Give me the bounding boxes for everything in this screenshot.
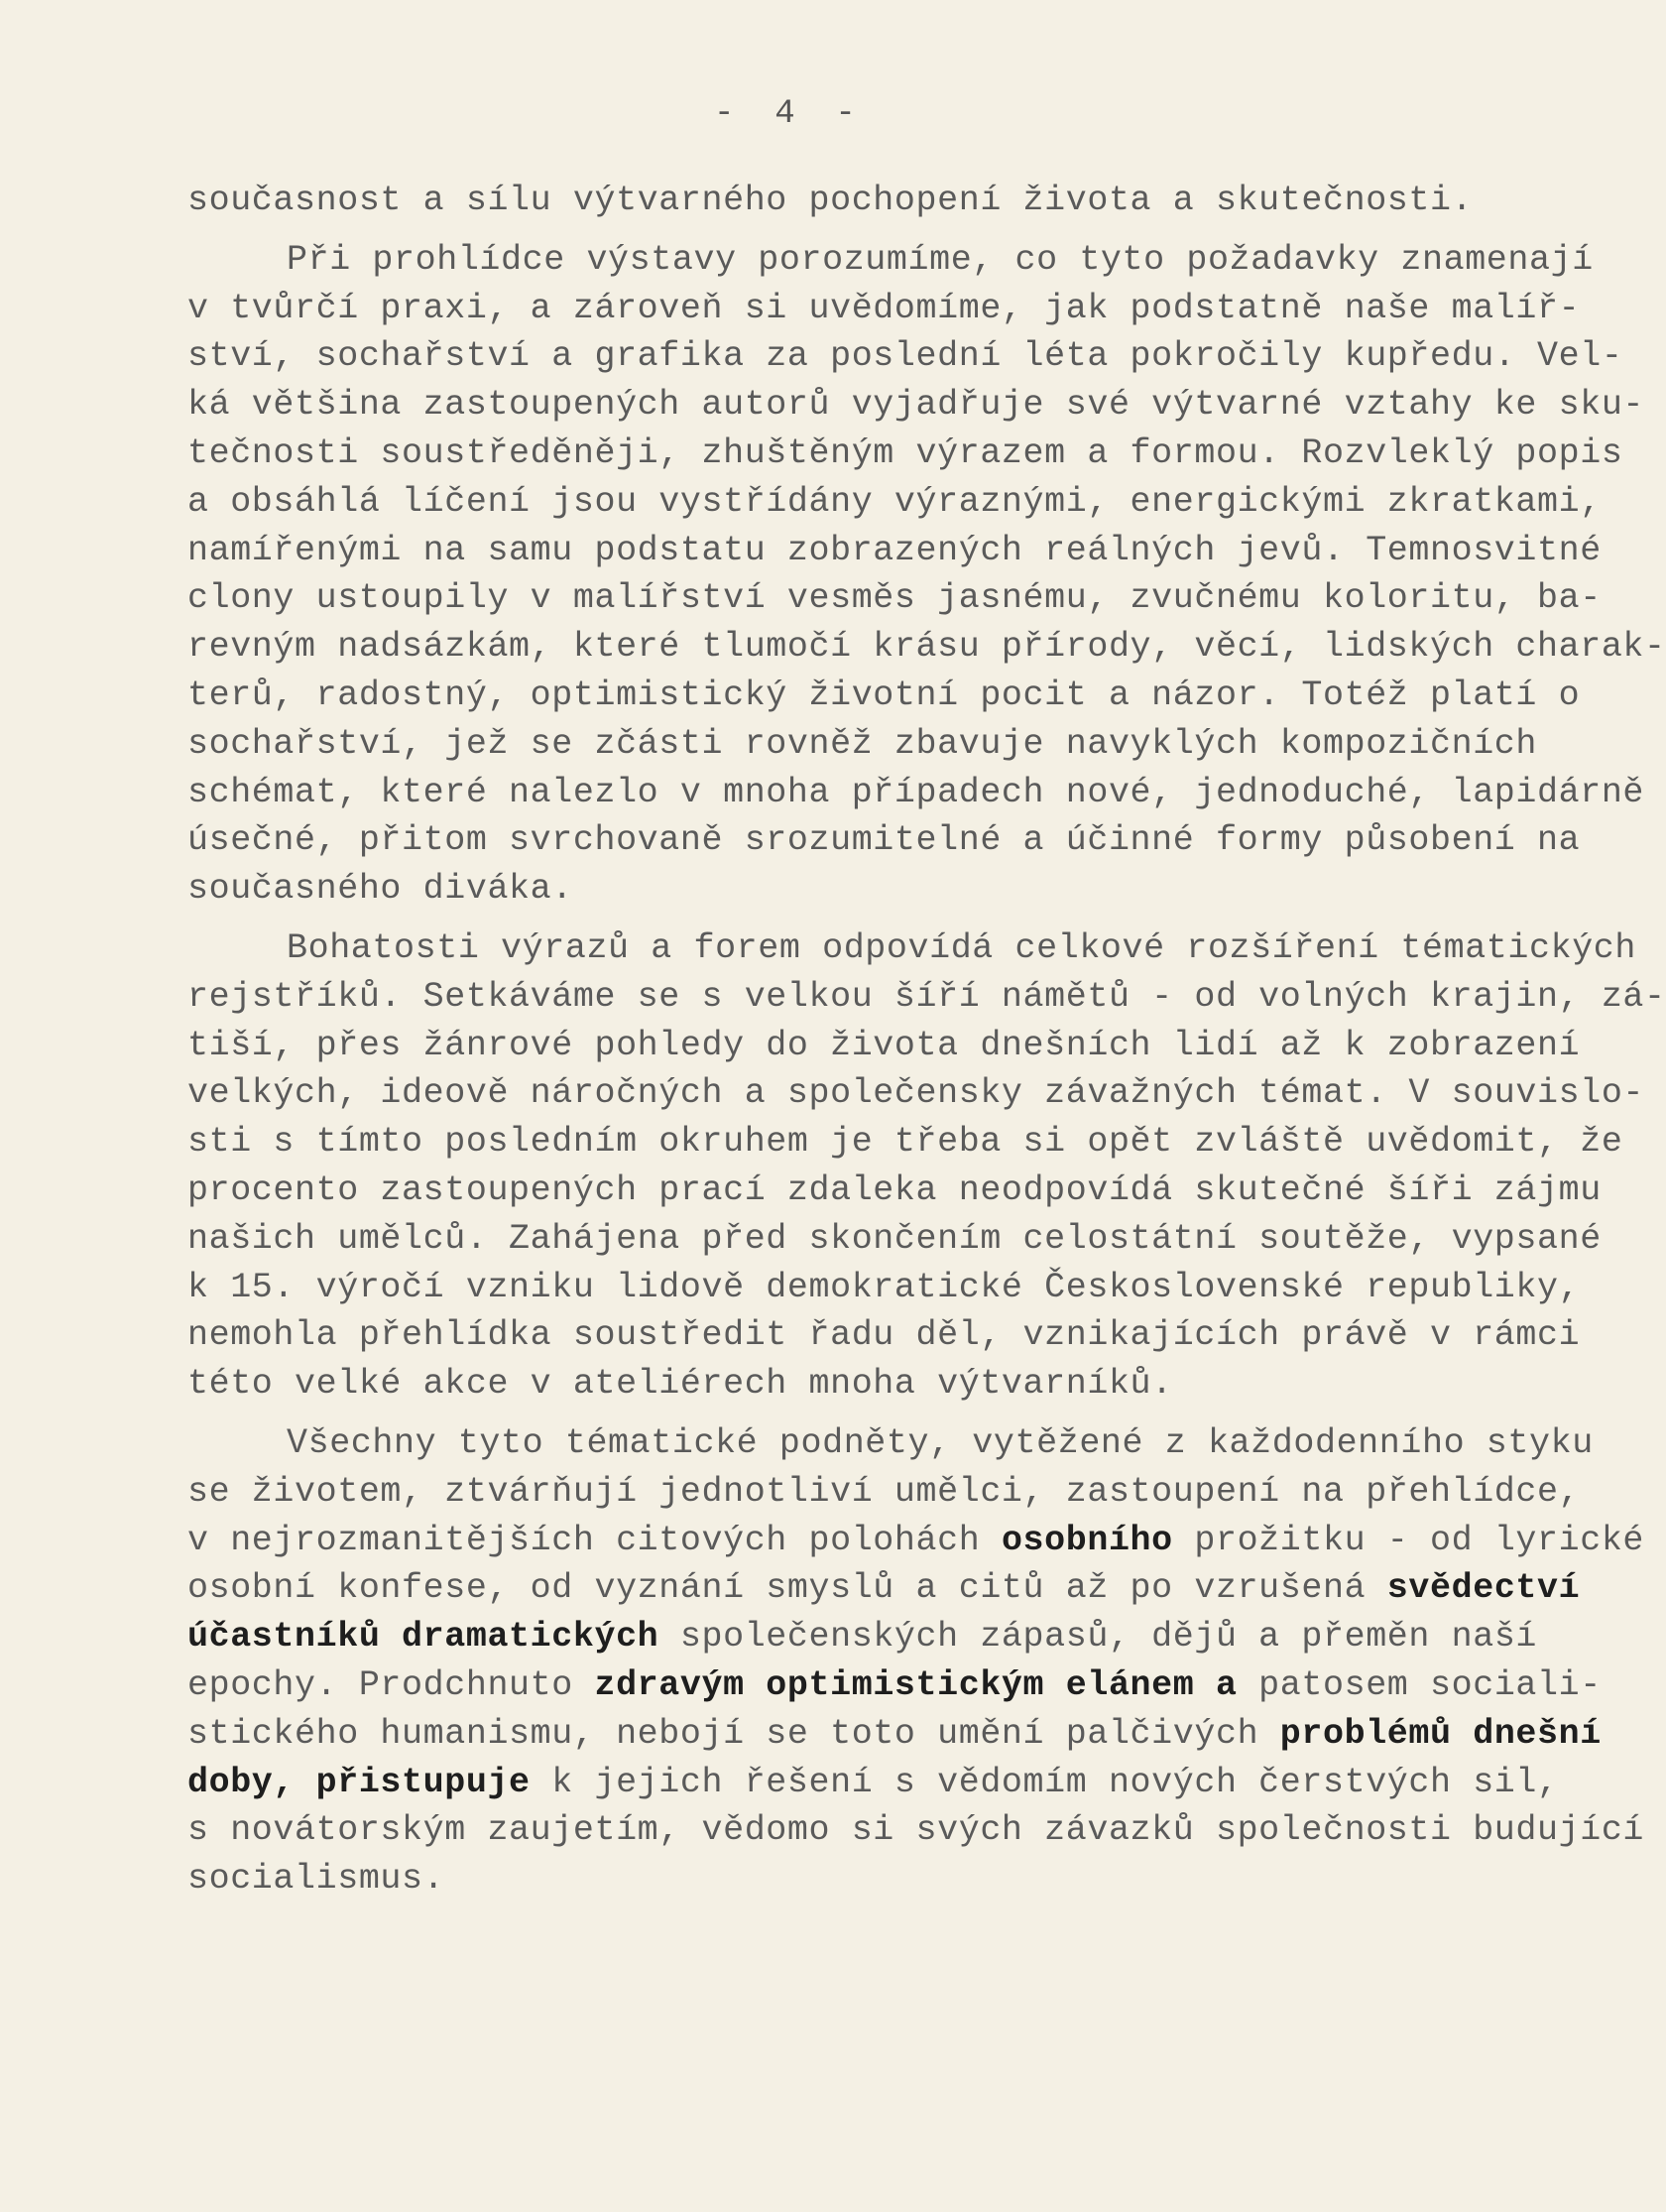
text-segment: Všechny tyto tématické podněty, vytěžené z každodenního styku (287, 1422, 1594, 1463)
text-segment: sti s tímto posledním okruhem je třeba si opět zvláště uvědomit, že (187, 1122, 1623, 1163)
bold-text: osobního (1001, 1520, 1173, 1560)
text-segment: k 15. výročí vzniku lidově demokratické Československé republiky, (187, 1267, 1581, 1307)
text-line (187, 816, 1581, 865)
text-line (187, 924, 1637, 973)
text-line (187, 1613, 1536, 1661)
page-number: - 4 - (714, 95, 856, 133)
text-line (187, 1855, 1536, 1904)
text-line (187, 177, 1536, 225)
text-segment: osobní konfese, od vyznání smyslů a citů až po vzrušená (187, 1568, 1387, 1609)
bold-text: zdravým optimistickým elánem a (594, 1664, 1238, 1705)
text-segment: Při prohlídce výstavy porozumíme, co tyto požadavky znamenají (287, 239, 1594, 280)
text-segment: ství, sochařství a grafika za poslední léta pokročily kupředu. Vel- (187, 336, 1623, 377)
paragraph (187, 177, 1536, 225)
text-line (187, 1167, 1602, 1215)
text-line (187, 1311, 1581, 1360)
text-segment: v tvůrčí praxi, a zároveň si uvědomíme, jak podstatně naše malíř- (187, 288, 1581, 328)
text-segment: současného diváka. (187, 869, 573, 910)
paragraph (187, 236, 1666, 914)
text-line (187, 236, 1594, 285)
text-line (187, 1710, 1602, 1759)
text-line (187, 769, 1645, 817)
text-segment: terů, radostný, optimistický životní pocit a názor. Totéž platí o (187, 675, 1581, 715)
bold-text: problémů dnešní (1279, 1713, 1602, 1754)
text-line (187, 1264, 1581, 1312)
text-segment: našich umělců. Zahájena před skončením celostátní soutěže, vypsané (187, 1218, 1602, 1259)
text-segment: clony ustoupily v malířství vesměs jasnému, zvučnému koloritu, ba- (187, 578, 1602, 619)
text-segment: nemohla přehlídka soustředit řadu děl, vznikajících právě v rámci (187, 1315, 1581, 1356)
text-line (187, 1069, 1645, 1118)
text-line (187, 332, 1623, 381)
bold-text: svědectví (1386, 1568, 1581, 1609)
text-line (187, 672, 1581, 720)
bold-text: účastníků dramatických (187, 1617, 659, 1658)
text-segment: rejstříků. Setkáváme se s velkou šíří námětů - od volných krajin, zá- (187, 976, 1666, 1017)
document-body (187, 177, 1666, 1904)
text-segment: současnost a sílu výtvarného pochopení života a skutečnosti. (187, 181, 1474, 220)
text-line (187, 1759, 1559, 1807)
text-line (187, 527, 1602, 575)
text-line (187, 1360, 1536, 1409)
text-segment: revným nadsázkám, které tlumočí krásu přírody, věcí, lidských charak- (187, 627, 1666, 668)
text-line (187, 865, 1536, 914)
text-segment: společenských zápasů, dějů a přeměn naší (658, 1617, 1538, 1658)
text-segment: tiší, přes žánrové pohledy do života dnešních lidí až k zobrazení (187, 1025, 1581, 1065)
text-line (187, 1517, 1645, 1565)
text-segment: Bohatosti výrazů a forem odpovídá celkové rozšíření tématických (287, 927, 1637, 968)
text-segment: sochařství, jež se zčásti rovněž zbavuje navyklých kompozičních (187, 723, 1538, 764)
text-segment: prožitku - od lyrické (1172, 1520, 1645, 1560)
text-segment: tečnosti soustředěněji, zhuštěným výrazem a formou. Rozvleklý popis (187, 432, 1623, 473)
paragraph (187, 1419, 1645, 1904)
text-segment: socialismus. (187, 1859, 445, 1900)
text-segment: schémat, které nalezlo v mnoha případech nové, jednoduché, lapidárně (187, 772, 1645, 812)
text-line (187, 1661, 1602, 1710)
text-line (187, 973, 1666, 1022)
text-line (187, 381, 1645, 430)
text-line (187, 1419, 1594, 1468)
text-segment: této velké akce v ateliérech mnoha výtvarníků. (187, 1364, 1173, 1405)
text-line (187, 1806, 1645, 1855)
paragraph (187, 924, 1666, 1409)
text-segment: s novátorským zaujetím, vědomo si svých závazků společnosti budující (187, 1810, 1645, 1851)
text-line (187, 1118, 1623, 1167)
text-line (187, 720, 1536, 769)
text-segment: úsečné, přitom svrchovaně srozumitelné a účinné formy působení na (187, 820, 1581, 861)
text-segment: namířenými na samu podstatu zobrazených reálných jevů. Temnosvitné (187, 530, 1602, 570)
text-segment: patosem sociali- (1237, 1664, 1602, 1705)
text-line (187, 1022, 1581, 1070)
text-line (187, 574, 1602, 623)
text-segment: stického humanismu, nebojí se toto umění palčivých (187, 1713, 1280, 1754)
text-segment: k jejich řešení s vědomím nových čerstvých sil, (530, 1762, 1559, 1802)
text-segment: velkých, ideově náročných a společensky závažných témat. V souvislo- (187, 1073, 1645, 1114)
text-segment: v nejrozmanitějších citových polohách (187, 1520, 1002, 1560)
text-line (187, 285, 1581, 333)
text-line (187, 1564, 1581, 1613)
text-segment: a obsáhlá líčení jsou vystřídány výraznými, energickými zkratkami, (187, 481, 1602, 522)
text-segment: epochy. Prodchnuto (187, 1664, 595, 1705)
text-segment: procento zastoupených prací zdaleka neodpovídá skutečné šíři zájmu (187, 1169, 1602, 1210)
text-segment: ká většina zastoupených autorů vyjadřuje své výtvarné vztahy ke sku- (187, 385, 1645, 426)
bold-text: doby, přistupuje (187, 1762, 531, 1802)
text-line (187, 430, 1623, 478)
text-line (187, 478, 1602, 527)
text-line (187, 1215, 1602, 1264)
text-segment: se životem, ztvárňují jednotliví umělci, zastoupení na přehlídce, (187, 1471, 1581, 1512)
text-line (187, 1468, 1581, 1517)
text-line (187, 623, 1666, 672)
